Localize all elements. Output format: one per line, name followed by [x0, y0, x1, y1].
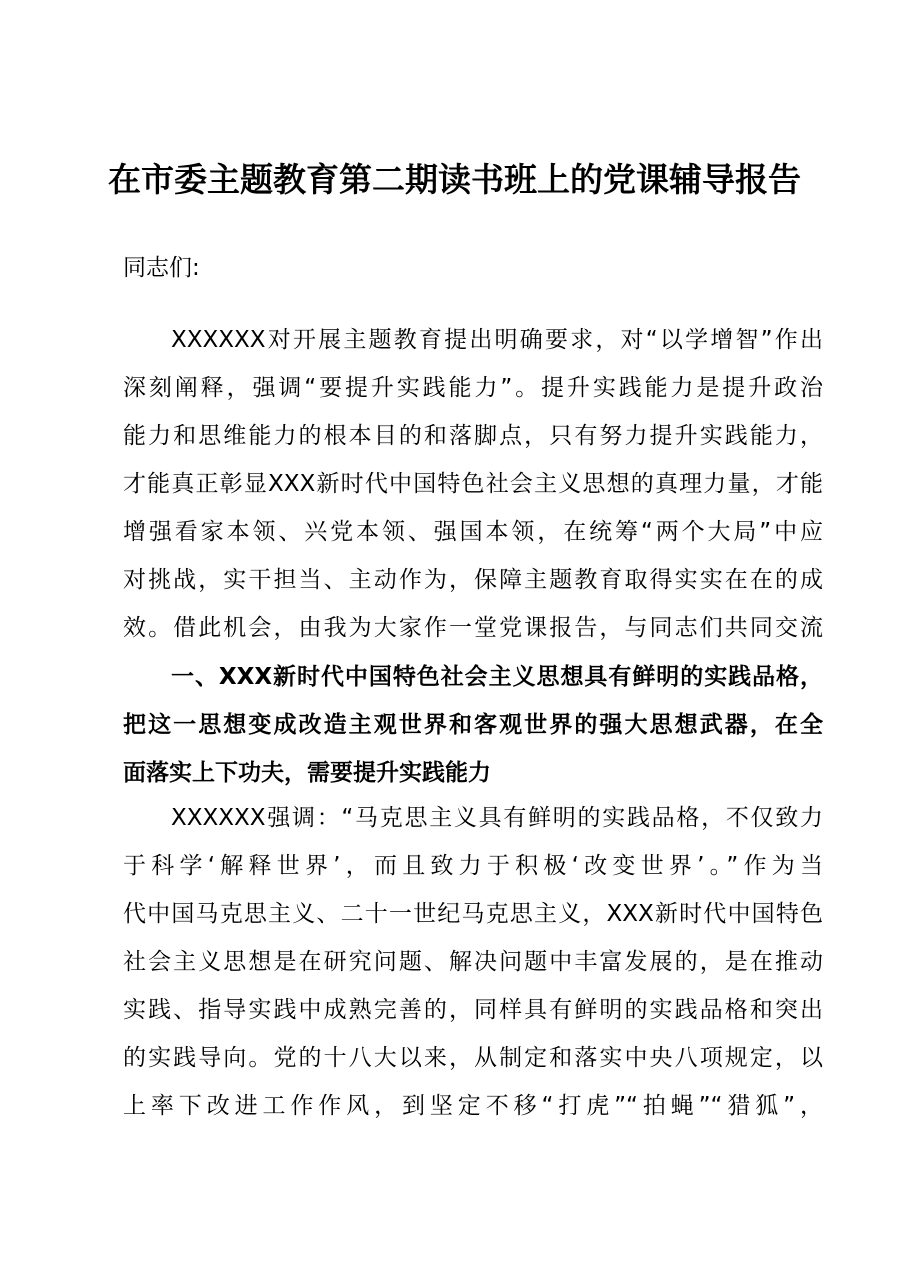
paragraph-line: 对挑战，实干担当、主动作为，保障主题教育取得实实在在的成 — [123, 567, 823, 593]
heading-line: 一、XXX新时代中国特色社会主义思想具有鲜明的实践品格， — [171, 664, 823, 690]
paragraph-line: 上率下改进工作作风，到坚定不移“打虎”“拍蝇”“猎狐”， — [123, 1093, 823, 1119]
paragraph-line: XXXXXX强调：“马克思主义具有鲜明的实践品格，不仅致力 — [171, 805, 823, 831]
section-heading-1 — [123, 653, 823, 797]
salutation — [123, 244, 823, 292]
paragraph-line: 实践、指导实践中成熟完善的，同样具有鲜明的实践品格和突出 — [123, 997, 823, 1023]
paragraph-line: 于科学‘解释世界’，而且致力于积极‘改变世界’。”作为当 — [123, 853, 823, 879]
salutation-text: 同志们: — [123, 255, 200, 281]
paragraph-line: 社会主义思想是在研究问题、解决问题中丰富发展的，是在推动 — [123, 949, 823, 975]
paragraph-line: 才能真正彰显XXX新时代中国特色社会主义思想的真理力量，才能 — [123, 471, 823, 497]
paragraph-line: 增强看家本领、兴党本领、强国本领，在统筹“两个大局”中应 — [123, 519, 823, 545]
paragraph-line: 能力和思维能力的根本目的和落脚点，只有努力提升实践能力， — [123, 423, 823, 449]
document-title: 在市委主题教育第二期读书班上的党课辅导报告 — [108, 160, 801, 199]
heading-line: 面落实上下功夫，需要提升实践能力 — [123, 760, 491, 786]
paragraph-2 — [123, 794, 823, 1130]
heading-line: 把这一思想变成改造主观世界和客观世界的强大思想武器，在全 — [123, 712, 823, 738]
paragraph-1 — [123, 316, 823, 652]
paragraph-line: 代中国马克思主义、二十一世纪马克思主义，XXX新时代中国特色 — [123, 901, 823, 927]
paragraph-line: XXXXXX对开展主题教育提出明确要求，对“以学增智”作出 — [171, 327, 823, 353]
paragraph-line: 深刻阐释，强调“要提升实践能力”。提升实践能力是提升政治 — [123, 375, 823, 401]
paragraph-line: 的实践导向。党的十八大以来，从制定和落实中央八项规定，以 — [123, 1045, 823, 1071]
paragraph-line: 效。借此机会，由我为大家作一堂党课报告，与同志们共同交流 — [123, 615, 823, 641]
